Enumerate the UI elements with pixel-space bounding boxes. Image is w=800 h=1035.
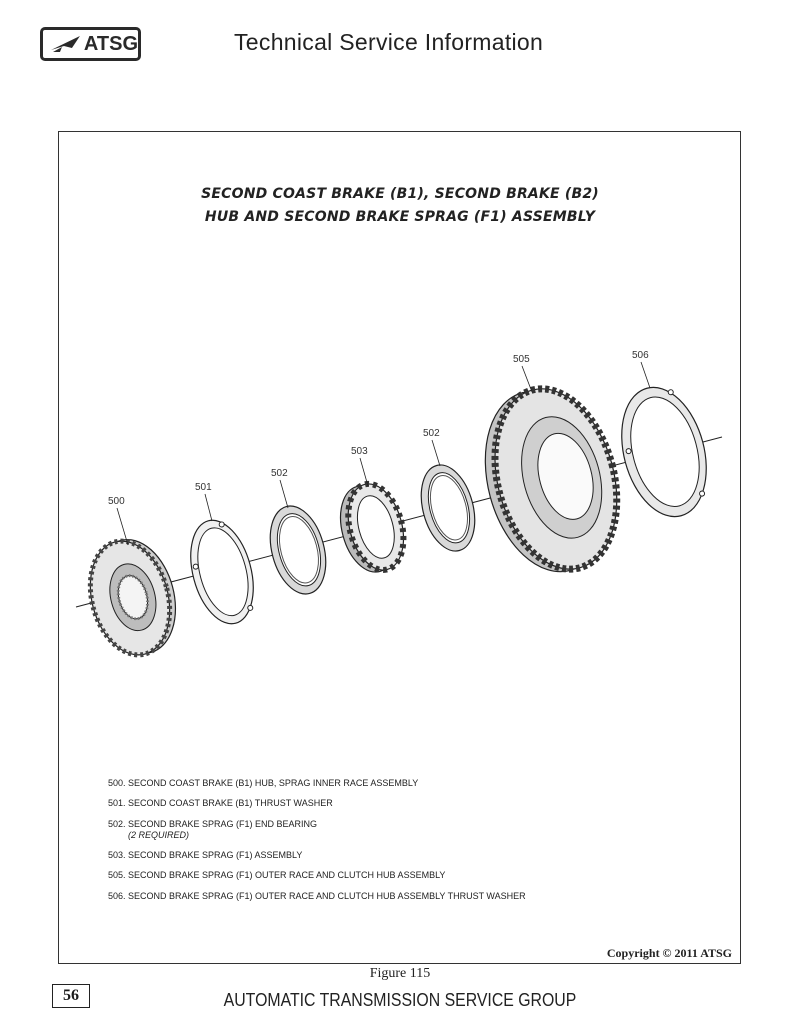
part-506-thrust-washer [608, 378, 719, 526]
legend-item-502-text: 502. SECOND BRAKE SPRAG (F1) END BEARING [108, 819, 318, 829]
callout-502-right: 502 [423, 428, 440, 439]
part-501-thrust-washer [180, 513, 263, 630]
legend-item-506: 506. SECOND BRAKE SPRAG (F1) OUTER RACE AND CLUTCH HUB ASSEMBLY THRUST WASHER [108, 891, 526, 901]
footer-title: AUTOMATIC TRANSMISSION SERVICE GROUP [223, 990, 577, 1010]
callout-500: 500 [108, 496, 125, 507]
part-502-end-bearing-right [412, 459, 483, 557]
page-header-title: Technical Service Information [234, 29, 544, 55]
part-503-sprag-assembly [332, 478, 413, 579]
part-502-end-bearing-left [261, 500, 335, 600]
legend-item-503: 503. SECOND BRAKE SPRAG (F1) ASSEMBLY [108, 850, 303, 860]
callout-505: 505 [513, 354, 530, 365]
callout-503: 503 [351, 446, 368, 457]
figure-title-line-1: SECOND COAST BRAKE (B1), SECOND BRAKE (B2) [201, 186, 599, 202]
part-500-hub [78, 531, 187, 664]
legend-item-505: 505. SECOND BRAKE SPRAG (F1) OUTER RACE AND CLUTCH HUB ASSEMBLY [108, 870, 446, 880]
legend-item-502-note: (2 REQUIRED) [128, 830, 190, 840]
callout-501: 501 [195, 482, 212, 493]
callout-502-left: 502 [271, 468, 288, 479]
callout-506: 506 [632, 350, 649, 361]
copyright-notice: Copyright © 2011 ATSG [606, 946, 732, 960]
page-number: 56 [52, 984, 90, 1008]
logo-text: ATSG [83, 32, 138, 55]
legend-item-501: 501. SECOND COAST BRAKE (B1) THRUST WASHER [108, 798, 333, 808]
part-505-clutch-hub [466, 375, 635, 585]
figure-title-line-2: HUB AND SECOND BRAKE SPRAG (F1) ASSEMBLY [204, 209, 596, 225]
legend-item-502 [108, 819, 317, 841]
figure-label: Figure 115 [369, 966, 431, 981]
legend-item-500: 500. SECOND COAST BRAKE (B1) HUB, SPRAG INNER RACE ASSEMBLY [108, 778, 419, 788]
